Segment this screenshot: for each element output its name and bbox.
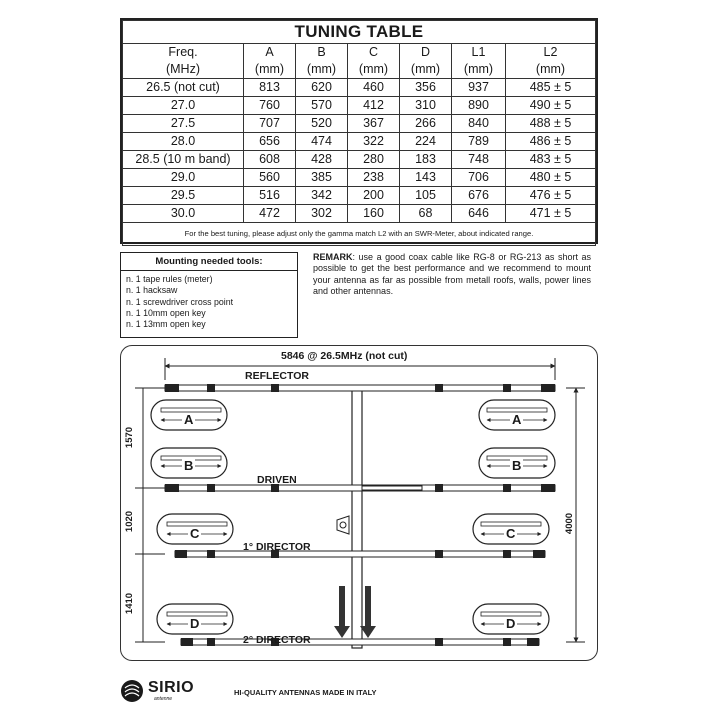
frequency-cell: 26.5 (not cut)	[123, 79, 244, 97]
value-cell: 840	[452, 115, 506, 133]
header-unit-cell: (mm)	[348, 61, 400, 79]
value-cell: 485 ± 5	[506, 79, 596, 97]
pill-letter-d: D	[190, 616, 200, 631]
brand-name: SIRIO	[148, 679, 195, 696]
header-unit-cell: (mm)	[506, 61, 596, 79]
value-cell: 280	[348, 151, 400, 169]
value-cell: 322	[348, 133, 400, 151]
table-title: TUNING TABLE	[123, 21, 596, 44]
value-cell: 813	[244, 79, 296, 97]
header-unit-cell: (MHz)	[123, 61, 244, 79]
value-cell: 428	[296, 151, 348, 169]
header-cell: L1	[452, 44, 506, 62]
list-item: n. 1 tape rules (meter)	[126, 274, 213, 284]
remark-paragraph	[313, 252, 591, 298]
value-cell: 748	[452, 151, 506, 169]
header-cell: D	[400, 44, 452, 62]
value-cell: 310	[400, 97, 452, 115]
value-cell: 570	[296, 97, 348, 115]
value-cell: 707	[244, 115, 296, 133]
value-cell: 676	[452, 187, 506, 205]
table-row	[123, 79, 596, 97]
header-unit-cell: (mm)	[400, 61, 452, 79]
header-cell: L2	[506, 44, 596, 62]
pill-letter-c: C	[506, 526, 516, 541]
value-cell: 342	[296, 187, 348, 205]
value-cell: 266	[400, 115, 452, 133]
boom	[352, 386, 362, 648]
table-row	[123, 151, 596, 169]
value-cell: 476 ± 5	[506, 187, 596, 205]
value-cell: 937	[452, 79, 506, 97]
value-cell: 706	[452, 169, 506, 187]
tagline: HI-QUALITY ANTENNAS MADE IN ITALY	[234, 688, 377, 697]
value-cell: 480 ± 5	[506, 169, 596, 187]
header-row-2	[123, 61, 596, 79]
list-item: n. 1 13mm open key	[126, 319, 206, 330]
header-row-1	[123, 44, 596, 62]
tuning-table	[120, 18, 598, 244]
value-cell: 160	[348, 205, 400, 223]
value-cell: 560	[244, 169, 296, 187]
value-cell: 200	[348, 187, 400, 205]
width-label: 5846 @ 26.5MHz (not cut)	[281, 350, 408, 362]
list-item: n. 1 hacksaw	[126, 285, 178, 296]
tools-list	[126, 274, 297, 330]
footer	[120, 676, 600, 706]
spacing-label: 1570	[124, 426, 136, 449]
antenna-drawing	[121, 346, 599, 662]
label-1-director: 1° DIRECTOR	[243, 541, 311, 553]
value-cell: 460	[348, 79, 400, 97]
pill-letter-b: B	[184, 458, 194, 473]
value-cell: 224	[400, 133, 452, 151]
value-cell: 520	[296, 115, 348, 133]
pill-letter-b: B	[512, 458, 522, 473]
value-cell: 472	[244, 205, 296, 223]
value-cell: 490 ± 5	[506, 97, 596, 115]
value-cell: 68	[400, 205, 452, 223]
table-note: For the best tuning, please adjust only the gamma match L2 with an SWR-Meter, about indicated range.	[123, 223, 596, 246]
value-cell: 474	[296, 133, 348, 151]
header-cell: A	[244, 44, 296, 62]
header-cell: B	[296, 44, 348, 62]
value-cell: 483 ± 5	[506, 151, 596, 169]
list-item: n. 1 10mm open key	[126, 307, 206, 318]
gamma-match	[337, 486, 422, 534]
header-unit-cell: (mm)	[452, 61, 506, 79]
frequency-cell: 28.0	[123, 133, 244, 151]
table-row	[123, 97, 596, 115]
spacing-label: 1410	[124, 592, 136, 615]
value-cell: 488 ± 5	[506, 115, 596, 133]
value-cell: 890	[452, 97, 506, 115]
pill-letter-a: A	[512, 412, 522, 427]
frequency-cell: 27.5	[123, 115, 244, 133]
sirio-logo-icon	[120, 679, 144, 703]
value-cell: 471 ± 5	[506, 205, 596, 223]
value-cell: 183	[400, 151, 452, 169]
spacing-label: 1020	[124, 510, 136, 533]
pill-letter-d: D	[506, 616, 516, 631]
remark-text: : use a good coax cable like RG-8 or RG-213 as short as possible to get the best performance and we recommend to mount your antenna as far as possible from metall roofs, walls, power lines and other antennas.	[313, 252, 591, 297]
value-cell: 143	[400, 169, 452, 187]
value-cell: 789	[452, 133, 506, 151]
tools-title: Mounting needed tools:	[121, 253, 297, 271]
frequency-cell: 29.5	[123, 187, 244, 205]
table-row	[123, 115, 596, 133]
tools-box	[120, 252, 298, 338]
value-cell: 620	[296, 79, 348, 97]
value-cell: 646	[452, 205, 506, 223]
value-cell: 412	[348, 97, 400, 115]
header-cell: Freq.	[123, 44, 244, 62]
frequency-cell: 27.0	[123, 97, 244, 115]
value-cell: 760	[244, 97, 296, 115]
label-2-director: 2° DIRECTOR	[243, 634, 311, 646]
brand-subtitle: antenne	[154, 696, 173, 702]
antenna-diagram	[120, 345, 598, 661]
boom-length-label: 4000	[564, 512, 576, 535]
header-unit-cell: (mm)	[244, 61, 296, 79]
frequency-cell: 29.0	[123, 169, 244, 187]
table-row	[123, 205, 596, 223]
value-cell: 516	[244, 187, 296, 205]
value-cell: 385	[296, 169, 348, 187]
table-row	[123, 169, 596, 187]
label-reflector: REFLECTOR	[245, 370, 309, 382]
frequency-cell: 28.5 (10 m band)	[123, 151, 244, 169]
value-cell: 486 ± 5	[506, 133, 596, 151]
pill-letter-c: C	[190, 526, 200, 541]
remark-label: REMARK	[313, 252, 353, 262]
value-cell: 356	[400, 79, 452, 97]
value-cell: 608	[244, 151, 296, 169]
label-driven: DRIVEN	[257, 474, 297, 486]
frequency-cell: 30.0	[123, 205, 244, 223]
value-cell: 302	[296, 205, 348, 223]
table-row	[123, 133, 596, 151]
header-unit-cell: (mm)	[296, 61, 348, 79]
table-row	[123, 187, 596, 205]
value-cell: 367	[348, 115, 400, 133]
pill-letter-a: A	[184, 412, 194, 427]
value-cell: 238	[348, 169, 400, 187]
value-cell: 656	[244, 133, 296, 151]
header-cell: C	[348, 44, 400, 62]
value-cell: 105	[400, 187, 452, 205]
list-item: n. 1 screwdriver cross point	[126, 296, 234, 307]
